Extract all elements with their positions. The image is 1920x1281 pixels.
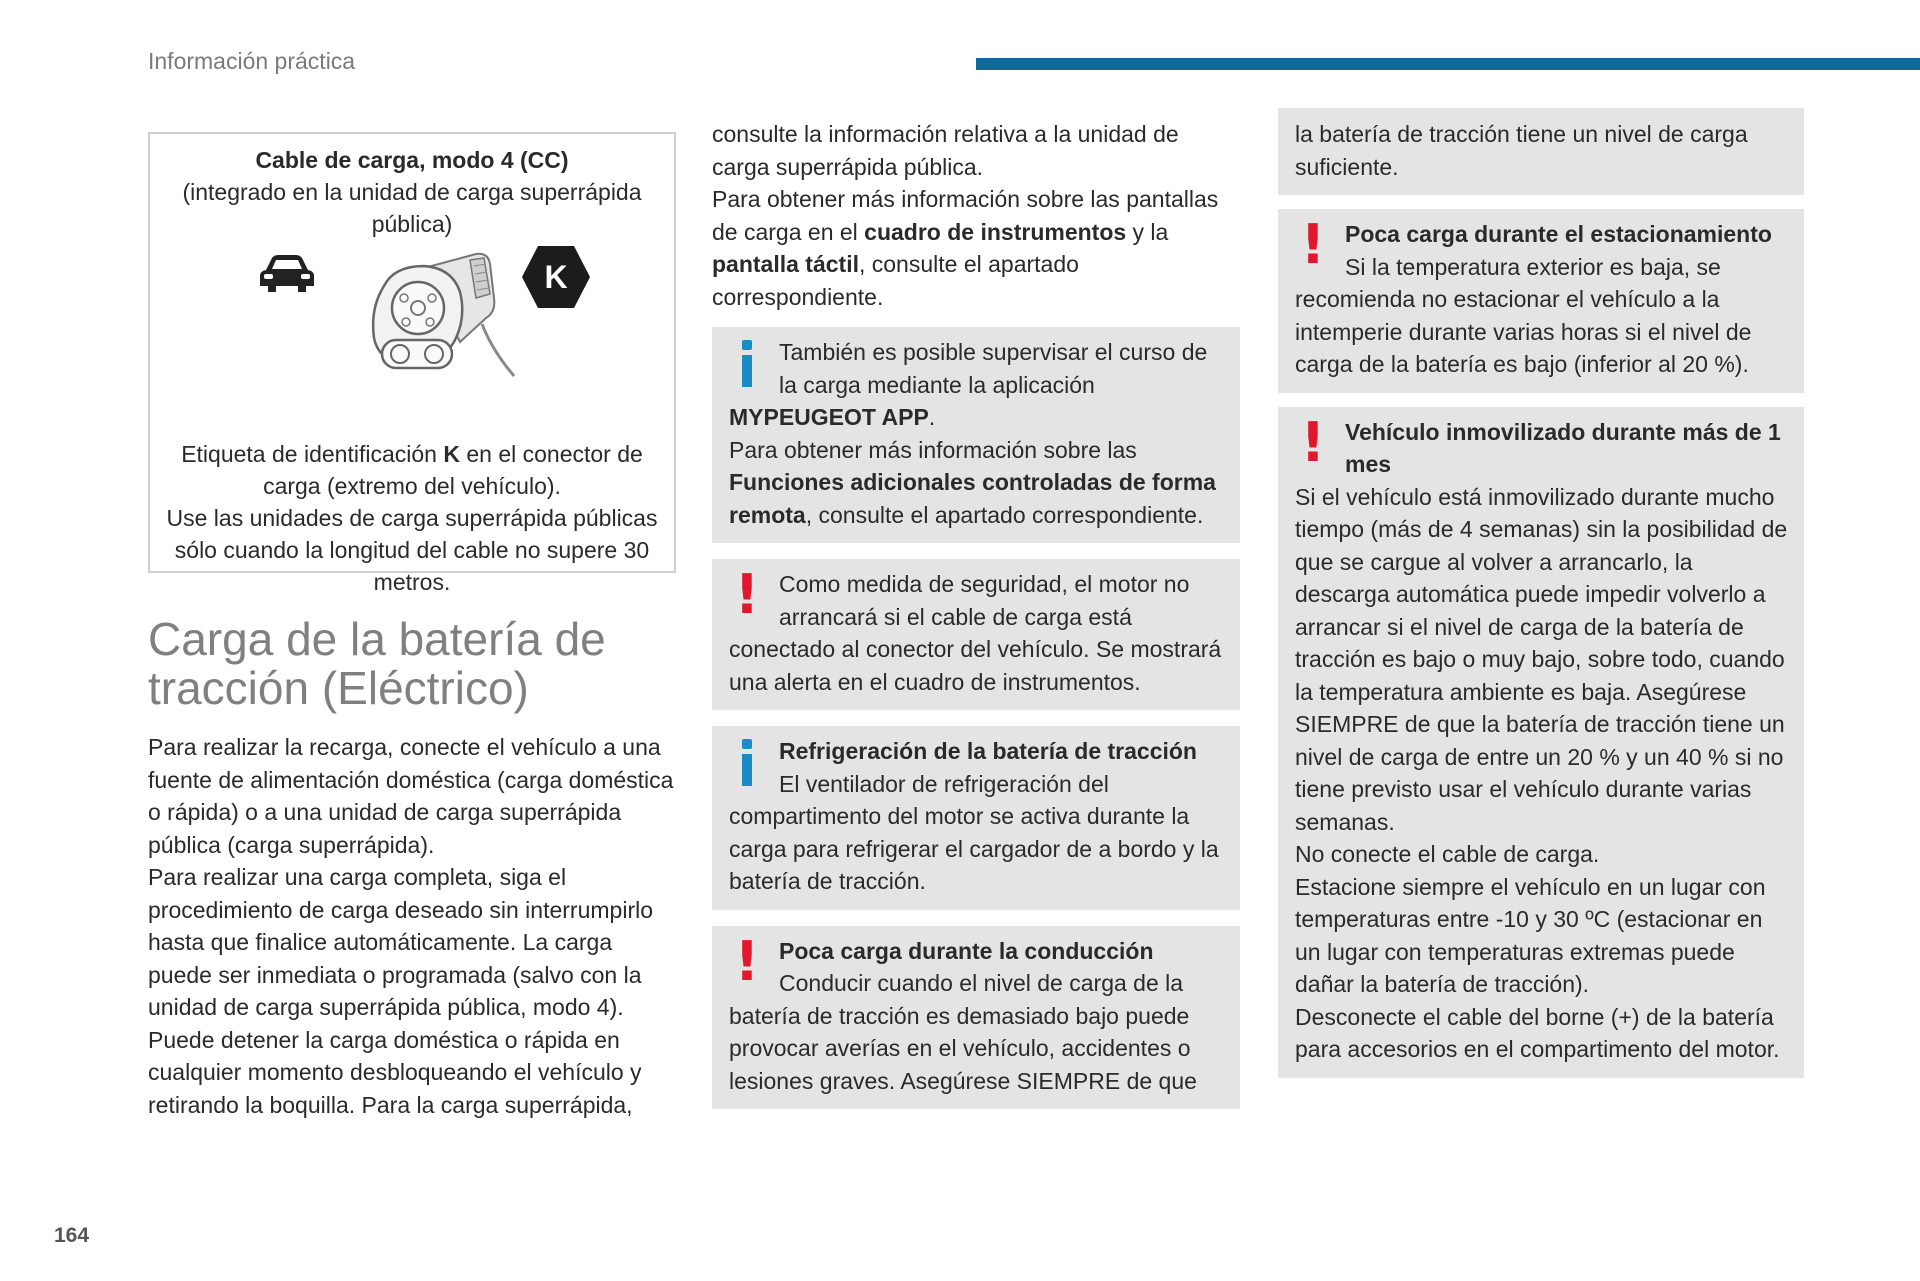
car-icon bbox=[256, 252, 318, 296]
header-accent-bar bbox=[976, 58, 1920, 70]
notice-title: Poca carga durante la conducción bbox=[779, 937, 1154, 964]
main-paragraph-3: Puede detener la carga doméstica o rápida en cualquier momento desbloqueando el vehículo y retirando la boquilla. Para la carga superrápida, bbox=[148, 1026, 642, 1118]
svg-text:K: K bbox=[544, 259, 568, 295]
section-header: Información práctica bbox=[148, 48, 356, 74]
warning-icon: ! bbox=[734, 563, 760, 626]
cable-box-length-note: Use las unidades de carga superrápida públicas sólo cuando la longitud del cable no supere 30 metros. bbox=[166, 505, 658, 595]
info-icon bbox=[729, 735, 765, 795]
cable-info-box bbox=[148, 132, 676, 595]
warning-notice-low-charge-driving: ! Poca carga durante la conducción Conducir cuando el nivel de carga de la batería de tracción es demasiado bajo puede provocar averías en el vehículo, accidentes o lesiones graves. Asegúrese SIEMPRE de que bbox=[712, 926, 1240, 1110]
warning-icon: ! bbox=[734, 929, 760, 993]
cable-box-title: Cable de carga, modo 4 (CC) bbox=[255, 147, 569, 173]
warning-icon: ! bbox=[1300, 213, 1326, 276]
warning-notice-safety: ! Como medida de seguridad, el motor no arrancará si el cable de carga está conectado al conector del vehículo. Se mostrará una alerta en el cuadro de instrumentos. bbox=[712, 559, 1240, 710]
page-title: Carga de la batería de tracción (Eléctrico) bbox=[148, 613, 606, 714]
info-icon bbox=[729, 336, 765, 396]
ccs-connector-icon bbox=[364, 246, 524, 386]
warning-notice-low-charge-parking: ! Poca carga durante el estacionamiento Si la temperatura exterior es baja, se recomienda no estacionar el vehículo a la intemperie durante varias horas si el nivel de carga de la batería es bajo (inferior al 20 %). bbox=[1278, 209, 1804, 393]
notice-title: Vehículo inmovilizado durante más de 1 mes bbox=[1345, 418, 1781, 477]
main-paragraph-1: Para realizar la recarga, conecte el vehículo a una fuente de alimentación doméstica (carga doméstica o rápida) o a una unidad de carga superrápida pública (carga superrápida). bbox=[148, 734, 674, 858]
warning-notice-continued: la batería de tracción tiene un nivel de carga suficiente. bbox=[1278, 108, 1804, 195]
notice-title: Refrigeración de la batería de tracción bbox=[779, 738, 1197, 764]
main-paragraph-2: Para realizar una carga completa, siga el procedimiento de carga deseado sin interrumpirlo hasta que finalice automáticamente. La carga puede ser inmediata o programada (salvo con la unidad de carga superrápida pública, modo 4). bbox=[148, 864, 654, 1020]
warning-notice-immobilized: ! Vehículo inmovilizado durante más de 1 mes Si el vehículo está inmovilizado durante mucho tiempo (más de 4 semanas) sin la posibilidad de que se cargue al volver a arrancarlo, la descarga automática puede impedir volverlo a arrancar si el nivel de carga de la batería de tracción es bajo o muy bajo, sobre todo, cuando la temperatura ambiente es baja. Asegúrese SIEMPRE de que la batería de tracción tiene un nivel de carga de entre un 20 % y un 40 % si no tiene previsto usar el vehículo durante varias semanas. No conecte el cable de carga. Estacione siempre el vehículo en un lugar con temperaturas entre -10 y 30 ºC (estacionar en un lugar con temperaturas extremas puede dañar la batería de tracción). Desconecte el cable del borne (+) de la batería para accesorios en el compartimento del motor. bbox=[1278, 407, 1804, 1078]
info-notice-app: También es posible supervisar el curso de la carga mediante la aplicación MYPEUGEOT APP. Para obtener más información sobre las Funciones adicionales controladas de forma remota, consulte el apartado correspondiente. bbox=[712, 327, 1240, 543]
info-notice-cooling: Refrigeración de la batería de tracción El ventilador de refrigeración del compartimento del motor se activa durante la carga para refrigerar el cargador de a bordo y la batería de tracción. bbox=[712, 726, 1240, 910]
warning-icon: ! bbox=[1300, 410, 1326, 474]
column-1 bbox=[148, 132, 676, 1121]
cable-box-description: Etiqueta de identificación K en el conector de carga (extremo del vehículo). bbox=[181, 441, 643, 499]
cable-illustration bbox=[164, 242, 660, 432]
col2-intro-2: Para obtener más información sobre las pantallas de carga en el cuadro de instrumentos y la pantalla táctil, consulte el apartado correspondiente. bbox=[712, 186, 1219, 310]
page-number: 164 bbox=[54, 1224, 90, 1247]
k-badge-icon bbox=[520, 244, 592, 310]
col2-intro-1: consulte la información relativa a la unidad de carga superrápida pública. bbox=[712, 121, 1179, 180]
column-3 bbox=[1278, 108, 1804, 1078]
notice-title: Poca carga durante el estacionamiento bbox=[1345, 221, 1772, 247]
column-2 bbox=[712, 118, 1240, 1109]
cable-box-subtitle: (integrado en la unidad de carga superrápida pública) bbox=[182, 179, 642, 237]
